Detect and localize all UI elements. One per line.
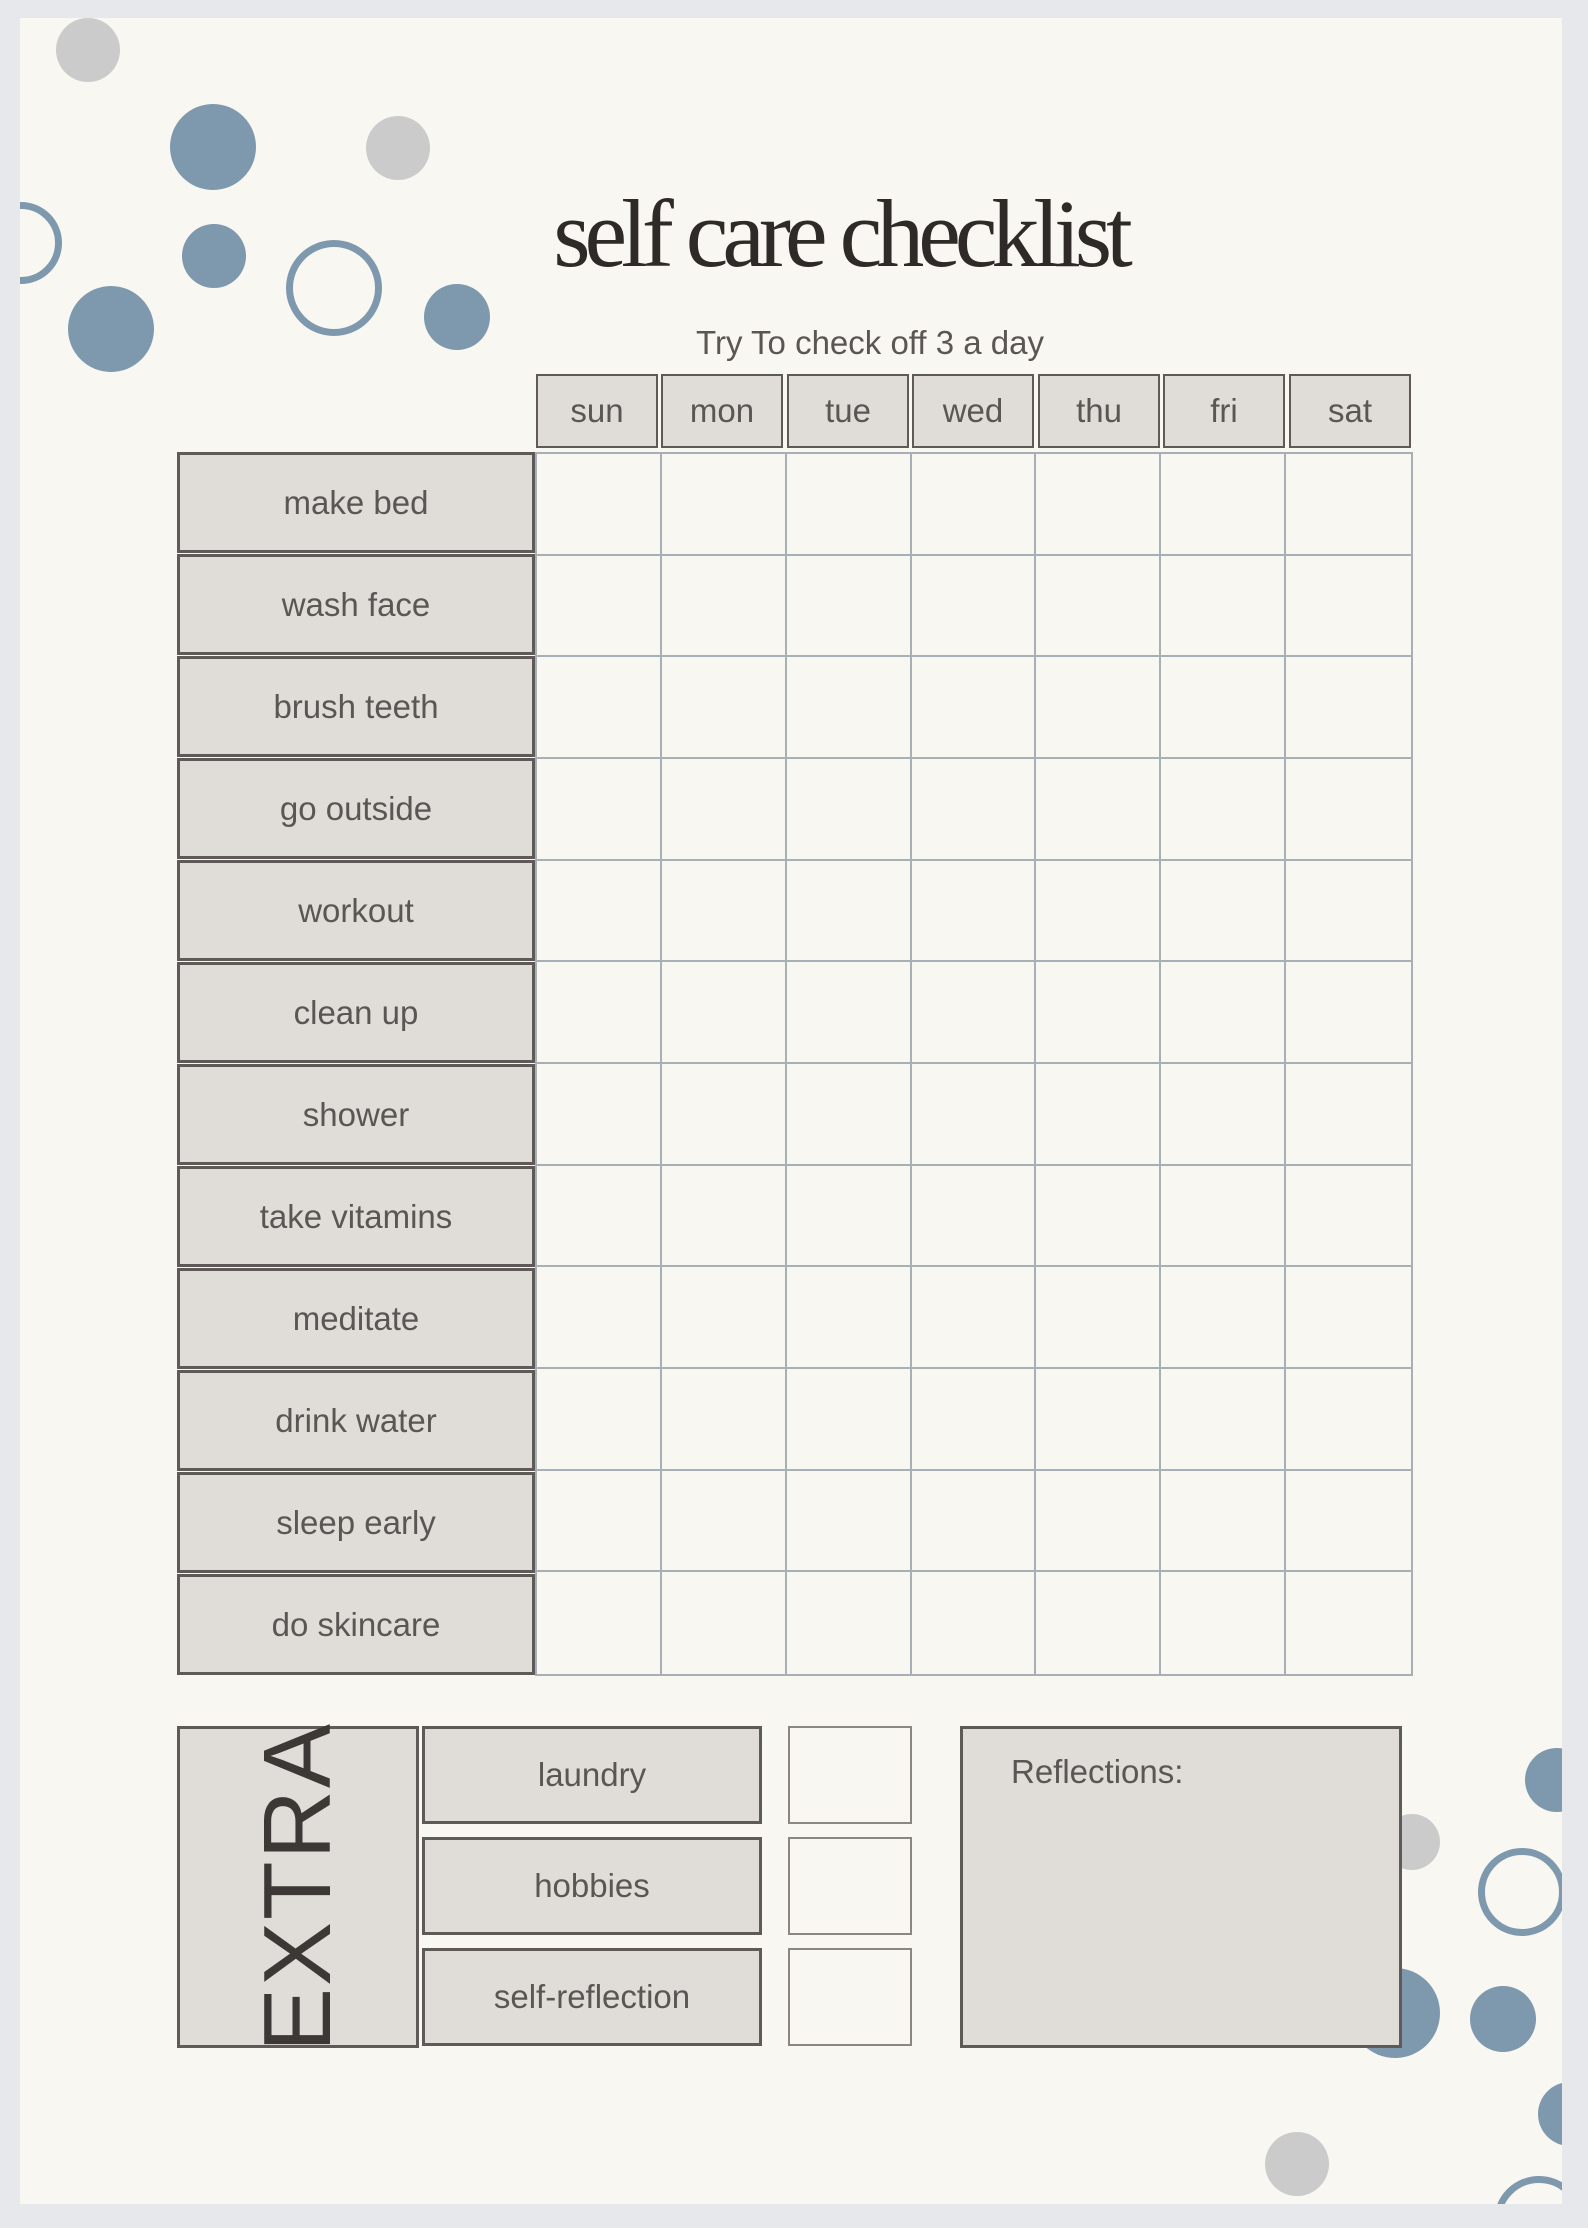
check-cell[interactable] bbox=[662, 556, 787, 658]
decor-dot bbox=[1538, 2082, 1562, 2146]
check-cell[interactable] bbox=[537, 759, 662, 861]
check-cell[interactable] bbox=[537, 861, 662, 963]
check-cell[interactable] bbox=[1161, 1471, 1286, 1573]
check-cell[interactable] bbox=[787, 1064, 912, 1166]
check-cell[interactable] bbox=[662, 1369, 787, 1471]
check-cell[interactable] bbox=[787, 1166, 912, 1268]
check-cell[interactable] bbox=[1286, 1267, 1411, 1369]
check-cell[interactable] bbox=[1286, 1471, 1411, 1573]
check-cell[interactable] bbox=[1161, 1267, 1286, 1369]
extra-checkbox-laundry[interactable] bbox=[788, 1726, 912, 1824]
task-label-wash-face: wash face bbox=[177, 554, 535, 655]
checklist-grid bbox=[535, 452, 1413, 1676]
check-cell[interactable] bbox=[1286, 759, 1411, 861]
check-cell[interactable] bbox=[537, 1572, 662, 1674]
check-cell[interactable] bbox=[1161, 657, 1286, 759]
check-cell[interactable] bbox=[537, 657, 662, 759]
check-cell[interactable] bbox=[787, 657, 912, 759]
check-cell[interactable] bbox=[787, 759, 912, 861]
extra-checkbox-hobbies[interactable] bbox=[788, 1837, 912, 1935]
decor-ring bbox=[1478, 1848, 1562, 1936]
check-cell[interactable] bbox=[537, 556, 662, 658]
check-cell[interactable] bbox=[662, 1166, 787, 1268]
day-header-tue: tue bbox=[787, 374, 909, 448]
task-label-take-vitamins: take vitamins bbox=[177, 1166, 535, 1267]
page-subtitle: Try To check off 3 a day bbox=[696, 324, 1044, 361]
task-label-brush-teeth: brush teeth bbox=[177, 656, 535, 757]
page-title: self care checklist bbox=[553, 180, 1127, 287]
task-label-sleep-early: sleep early bbox=[177, 1472, 535, 1573]
day-header-wed: wed bbox=[912, 374, 1034, 448]
day-header-fri: fri bbox=[1163, 374, 1285, 448]
task-label-drink-water: drink water bbox=[177, 1370, 535, 1471]
reflections-box[interactable] bbox=[960, 1726, 1402, 2048]
day-header-sat: sat bbox=[1289, 374, 1411, 448]
decor-dot bbox=[56, 18, 120, 82]
check-cell[interactable] bbox=[912, 1166, 1037, 1268]
extra-item-self-reflection: self-reflection bbox=[422, 1948, 762, 2046]
check-cell[interactable] bbox=[662, 962, 787, 1064]
check-cell[interactable] bbox=[662, 657, 787, 759]
decor-dot bbox=[1525, 1748, 1562, 1812]
check-cell[interactable] bbox=[1161, 759, 1286, 861]
check-cell[interactable] bbox=[912, 1267, 1037, 1369]
decor-dot bbox=[424, 284, 490, 350]
check-cell[interactable] bbox=[912, 657, 1037, 759]
task-label-make-bed: make bed bbox=[177, 452, 535, 553]
extra-checkbox-self-reflection[interactable] bbox=[788, 1948, 912, 2046]
check-cell[interactable] bbox=[787, 962, 912, 1064]
check-cell[interactable] bbox=[787, 861, 912, 963]
check-cell[interactable] bbox=[912, 454, 1037, 556]
check-cell[interactable] bbox=[1286, 454, 1411, 556]
extra-heading: EXTRA bbox=[244, 1721, 351, 2053]
check-cell[interactable] bbox=[912, 962, 1037, 1064]
check-cell[interactable] bbox=[1036, 962, 1161, 1064]
check-cell[interactable] bbox=[912, 861, 1037, 963]
check-cell[interactable] bbox=[1161, 1064, 1286, 1166]
check-cell[interactable] bbox=[1161, 1166, 1286, 1268]
extra-item-laundry: laundry bbox=[422, 1726, 762, 1824]
check-cell[interactable] bbox=[1286, 1166, 1411, 1268]
day-header-mon: mon bbox=[661, 374, 783, 448]
check-cell[interactable] bbox=[1161, 1369, 1286, 1471]
check-cell[interactable] bbox=[1036, 1166, 1161, 1268]
check-cell[interactable] bbox=[1286, 1064, 1411, 1166]
check-cell[interactable] bbox=[1036, 759, 1161, 861]
check-cell[interactable] bbox=[1036, 1471, 1161, 1573]
check-cell[interactable] bbox=[662, 454, 787, 556]
check-cell[interactable] bbox=[1036, 556, 1161, 658]
check-cell[interactable] bbox=[912, 1064, 1037, 1166]
check-cell[interactable] bbox=[1036, 1369, 1161, 1471]
check-cell[interactable] bbox=[537, 962, 662, 1064]
task-label-workout: workout bbox=[177, 860, 535, 961]
check-cell[interactable] bbox=[537, 1471, 662, 1573]
check-cell[interactable] bbox=[1286, 657, 1411, 759]
check-cell[interactable] bbox=[537, 1369, 662, 1471]
check-cell[interactable] bbox=[662, 861, 787, 963]
check-cell[interactable] bbox=[662, 759, 787, 861]
check-cell[interactable] bbox=[662, 1267, 787, 1369]
task-label-shower: shower bbox=[177, 1064, 535, 1165]
check-cell[interactable] bbox=[1161, 1572, 1286, 1674]
check-cell[interactable] bbox=[1036, 454, 1161, 556]
extra-section-label bbox=[177, 1721, 419, 2053]
check-cell[interactable] bbox=[1286, 556, 1411, 658]
decor-dot bbox=[1265, 2132, 1329, 2196]
check-cell[interactable] bbox=[1036, 657, 1161, 759]
check-cell[interactable] bbox=[1036, 861, 1161, 963]
check-cell[interactable] bbox=[1161, 962, 1286, 1064]
check-cell[interactable] bbox=[787, 1471, 912, 1573]
task-label-go-outside: go outside bbox=[177, 758, 535, 859]
check-cell[interactable] bbox=[1036, 1572, 1161, 1674]
check-cell[interactable] bbox=[787, 556, 912, 658]
check-cell[interactable] bbox=[1036, 1064, 1161, 1166]
check-cell[interactable] bbox=[912, 556, 1037, 658]
check-cell[interactable] bbox=[1161, 861, 1286, 963]
check-cell[interactable] bbox=[1286, 861, 1411, 963]
check-cell[interactable] bbox=[787, 1267, 912, 1369]
check-cell[interactable] bbox=[537, 1166, 662, 1268]
decor-dot bbox=[68, 286, 154, 372]
check-cell[interactable] bbox=[1161, 556, 1286, 658]
decor-ring bbox=[1494, 2176, 1562, 2204]
extra-item-hobbies: hobbies bbox=[422, 1837, 762, 1935]
check-cell[interactable] bbox=[1286, 962, 1411, 1064]
check-cell[interactable] bbox=[662, 1572, 787, 1674]
decor-dot bbox=[366, 116, 430, 180]
task-label-clean-up: clean up bbox=[177, 962, 535, 1063]
check-cell[interactable] bbox=[787, 454, 912, 556]
reflections-label: Reflections: bbox=[1011, 1753, 1184, 1790]
day-header-thu: thu bbox=[1038, 374, 1160, 448]
check-cell[interactable] bbox=[537, 1267, 662, 1369]
check-cell[interactable] bbox=[537, 454, 662, 556]
check-cell[interactable] bbox=[787, 1572, 912, 1674]
check-cell[interactable] bbox=[912, 759, 1037, 861]
check-cell[interactable] bbox=[662, 1471, 787, 1573]
check-cell[interactable] bbox=[1286, 1572, 1411, 1674]
task-label-meditate: meditate bbox=[177, 1268, 535, 1369]
check-cell[interactable] bbox=[912, 1369, 1037, 1471]
check-cell[interactable] bbox=[912, 1471, 1037, 1573]
check-cell[interactable] bbox=[787, 1369, 912, 1471]
checklist-page bbox=[20, 18, 1562, 2204]
task-label-do-skincare: do skincare bbox=[177, 1574, 535, 1675]
check-cell[interactable] bbox=[662, 1064, 787, 1166]
check-cell[interactable] bbox=[537, 1064, 662, 1166]
check-cell[interactable] bbox=[1286, 1369, 1411, 1471]
check-cell[interactable] bbox=[1036, 1267, 1161, 1369]
check-cell[interactable] bbox=[912, 1572, 1037, 1674]
check-cell[interactable] bbox=[1161, 454, 1286, 556]
decor-dot bbox=[1470, 1986, 1536, 2052]
day-header-sun: sun bbox=[536, 374, 658, 448]
